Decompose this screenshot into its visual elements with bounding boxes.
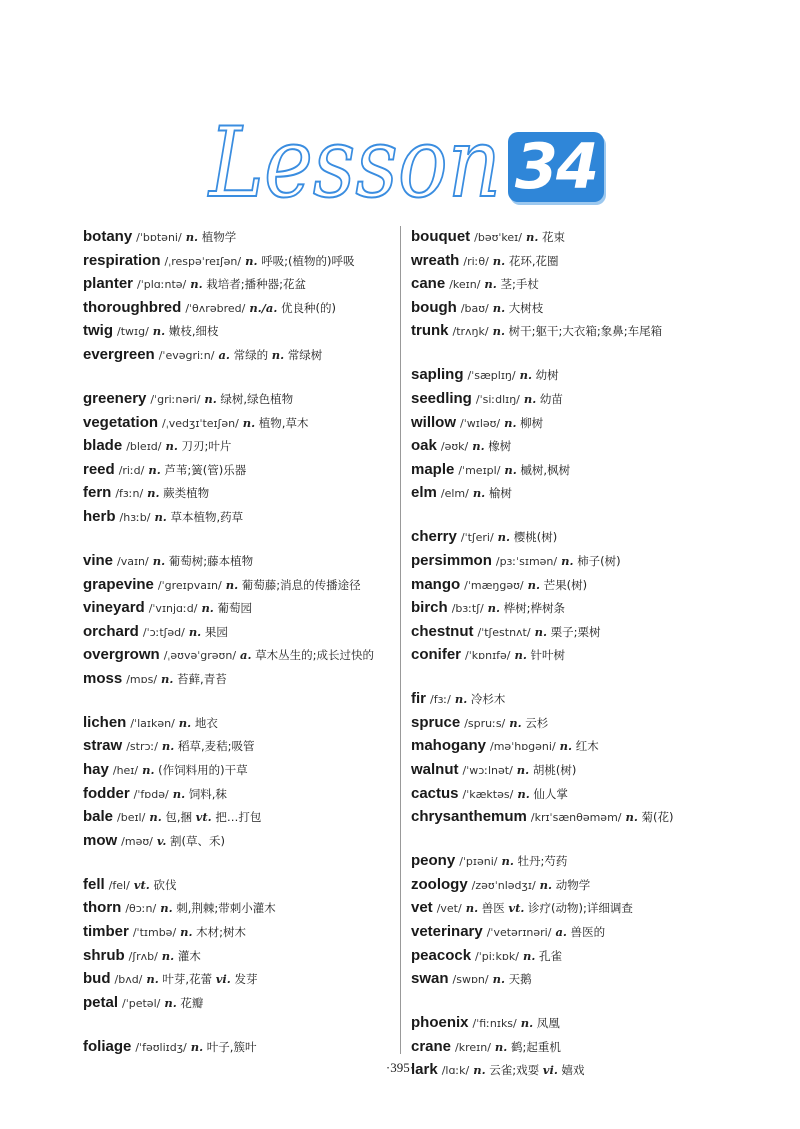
vocab-phonetic: /swɒn/ [452, 973, 489, 987]
vocab-entry [83, 830, 403, 854]
vocab-word: chrysanthemum [411, 808, 527, 826]
vocab-word: chestnut [411, 622, 474, 640]
vocab-word: oak [411, 437, 437, 455]
vocab-phonetic: /ˈɔːtʃəd/ [142, 625, 185, 639]
vocab-word: lark [411, 1061, 438, 1079]
vocab-definition: n. 桦树;桦树条 [487, 601, 566, 616]
vocab-word: walnut [411, 761, 459, 779]
vocab-definition: n. 呼吸;(植物的)呼吸 [245, 253, 355, 268]
page-number: ·395· [385, 1060, 415, 1075]
vocab-entry [411, 759, 791, 783]
vocab-entry [83, 506, 403, 530]
vocab-phonetic: /ˈtʃestnʌt/ [477, 625, 531, 639]
vocab-word: crane [411, 1037, 452, 1055]
vocab-entry [83, 806, 403, 830]
vocab-entry [83, 783, 403, 807]
vocab-entry [411, 621, 791, 645]
lesson-word-outline [205, 92, 505, 212]
lesson-title [205, 92, 625, 212]
vocab-word: spruce [411, 713, 461, 731]
vocab-word: shrub [83, 946, 125, 964]
vocab-phonetic: /ˈθʌrəbred/ [185, 301, 246, 315]
vocab-entry [411, 412, 791, 436]
vocab-phonetic: /θɔːn/ [125, 902, 157, 916]
vocab-word: overgrown [83, 646, 160, 664]
vocab-entry [83, 712, 403, 736]
vocab-word: orchard [83, 622, 139, 640]
vocab-word: swan [411, 970, 449, 988]
vocab-definition: n. 刺,荆棘;带刺小灌木 [160, 901, 276, 916]
vocab-word: elm [411, 484, 437, 502]
vocab-entry [83, 226, 403, 250]
vocab-phonetic: /bəʊˈkeɪ/ [474, 231, 522, 244]
vocab-word: vet [411, 899, 433, 917]
vocab-entry [83, 459, 403, 483]
vocab-entry [83, 874, 403, 898]
vocab-definition: n. 植物学 [185, 230, 237, 244]
vocab-definition: n. 大树枝 [492, 300, 544, 315]
vocab-phonetic: /məˈhɒgəni/ [490, 740, 556, 754]
vocab-phonetic: /mɒs/ [126, 672, 158, 686]
vocab-phonetic: /ˈmeɪpl/ [458, 463, 501, 477]
vocab-word: botany [83, 228, 133, 245]
vocab-definition: n. 动物学 [539, 877, 591, 892]
vocab-entry [411, 688, 791, 712]
vocab-entry [411, 459, 791, 483]
vocab-word: veterinary [411, 923, 483, 940]
vocab-definition: n. 嫩枝,细枝 [152, 324, 219, 339]
vocab-definition: n. 冷杉木 [454, 692, 506, 707]
vocab-phonetic: /bɜːtʃ/ [451, 602, 484, 616]
vocab-phonetic: /riːd/ [118, 463, 145, 477]
vocab-definition: n. 芒果(树) [527, 577, 588, 592]
vocab-entry [411, 482, 791, 506]
vocab-entry [83, 435, 403, 459]
vocab-phonetic: /ˌəʊvəˈgrəʊn/ [163, 649, 237, 663]
vocab-phonetic: /bleɪd/ [126, 440, 162, 454]
vocab-word: straw [83, 737, 123, 755]
vocab-definition: vt. 砍伐 [133, 877, 177, 892]
vocab-phonetic: /ˈwɪləʊ/ [460, 416, 501, 430]
vocab-phonetic: /ˈsæplɪŋ/ [467, 369, 516, 383]
vocab-entry [83, 574, 403, 598]
vocab-definition: n. 葡萄藤;消息的传播途径 [225, 577, 361, 592]
vocab-word: peony [411, 852, 456, 870]
vocab-word: herb [83, 507, 116, 525]
lesson-word [205, 92, 505, 212]
vocab-word: vineyard [83, 599, 145, 617]
vocab-phonetic: /vet/ [436, 902, 462, 916]
vocab-entry [411, 945, 791, 969]
vocab-phonetic: /ˈtʃeri/ [460, 531, 494, 545]
vocab-entry [83, 968, 403, 992]
lesson-word-text: Lesson [207, 107, 501, 212]
vocab-phonetic: /ʃrʌb/ [128, 949, 158, 963]
vocab-definition: n. 牡丹;芍药 [501, 854, 568, 869]
vocab-definition: n. 稻草,麦秸;吸管 [161, 739, 255, 754]
vocab-entry [83, 897, 403, 921]
vocab-word: vine [83, 551, 114, 569]
vocab-word: respiration [83, 251, 161, 269]
vocab-phonetic: /ˈplɑːntə/ [137, 278, 187, 292]
vocab-word: petal [83, 993, 119, 1011]
vocab-definition: n. 苔藓,青苔 [161, 671, 227, 686]
vocab-definition: n. 叶子,簇叶 [190, 1039, 257, 1054]
vocab-word: blade [83, 437, 123, 455]
vocab-word: reed [83, 460, 115, 478]
vocab-definition: n. 花束 [525, 230, 566, 244]
vocab-entry [83, 273, 403, 297]
vocab-word: wreath [411, 251, 460, 269]
vocab-entry [411, 297, 791, 321]
vocab-definition: n. (作饲料用的)干草 [142, 763, 248, 778]
vocab-phonetic: /ˈmæŋgəʊ/ [464, 578, 524, 592]
vocab-definition: n. 茎;手杖 [484, 277, 539, 292]
vocab-definition: n. 地衣 [178, 715, 218, 730]
vocab-phonetic: /vaɪn/ [117, 554, 149, 568]
vocab-entry [411, 850, 791, 874]
vocab-phonetic: /ˈpetəl/ [122, 996, 161, 1010]
vocab-entry [411, 921, 791, 945]
vocab-definition: n. 云杉 [509, 715, 549, 730]
vocab-phonetic: /keɪn/ [449, 278, 481, 292]
vocab-phonetic: /baʊ/ [460, 301, 489, 315]
vocab-phonetic: /ˈlaɪkən/ [130, 716, 175, 730]
vocab-definition: n. 榆树 [472, 486, 512, 501]
vocab-phonetic: /bʌd/ [114, 973, 143, 987]
vocab-definition: n. 花瓣 [164, 995, 204, 1010]
vocab-entry [411, 897, 791, 921]
vocab-definition: n. 葡萄树;藤本植物 [152, 553, 254, 568]
vocab-word: thoroughbred [83, 298, 182, 316]
vocab-phonetic: /ˈkɒnɪfə/ [465, 649, 511, 663]
vocab-definition: n. 红木 [559, 739, 599, 754]
vocab-definition: n. 蕨类植物 [147, 486, 210, 501]
vocab-definition: n. 针叶树 [514, 648, 566, 663]
vocab-definition: n. 菊(花) [625, 810, 674, 825]
vocab-phonetic: /hɜːb/ [119, 510, 151, 524]
vocab-entry [83, 921, 403, 945]
vocab-definition: a. 草木丛生的;成长过快的 [240, 648, 375, 663]
vocab-entry [83, 388, 403, 412]
vocab-definition: n. 植物,草木 [242, 415, 309, 430]
vocab-word: fir [411, 690, 426, 708]
vocab-word: sapling [411, 366, 464, 384]
vocab-definition: a. 常绿的 n. 常绿树 [218, 347, 323, 362]
vocab-word: persimmon [411, 551, 492, 569]
vocab-entry [411, 273, 791, 297]
vocab-word: cane [411, 275, 446, 293]
vocab-word: grapevine [83, 575, 154, 593]
vocab-word: fern [83, 484, 112, 502]
vocab-definition: n. 柿子(树) [561, 553, 621, 568]
vocab-entry [411, 874, 791, 898]
vocab-word: trunk [411, 322, 449, 340]
vocab-entry [411, 388, 791, 412]
vocab-word: bale [83, 808, 114, 826]
vocab-entry [83, 550, 403, 574]
vocab-definition: n. 草本植物,药草 [154, 509, 244, 524]
vocab-phonetic: /fɜː/ [430, 693, 451, 707]
vocab-definition: n. 孔雀 [522, 948, 562, 963]
vocab-entry [411, 250, 791, 274]
vocab-definition: n. 栽培者;播种器;花盆 [190, 277, 307, 292]
vocab-phonetic: /əʊk/ [440, 440, 469, 454]
vocab-definition: n. 饲料,秣 [172, 786, 227, 801]
vocab-definition: n. 柳树 [504, 415, 544, 430]
vocab-definition: n. 橡树 [472, 439, 512, 454]
vocab-phonetic: /məʊ/ [121, 834, 153, 848]
vocab-definition: n. 木材;树木 [180, 925, 247, 939]
vocab-definition: n. 仙人掌 [517, 786, 568, 801]
vocab-word: timber [83, 923, 129, 940]
vocab-phonetic: /ˈpiːkɒk/ [475, 949, 519, 963]
vocab-entry [83, 320, 403, 344]
vocab-definition: n. 幼树 [519, 368, 559, 383]
vocab-word: fell [83, 875, 105, 893]
lesson-number-badge: 34 [508, 132, 604, 202]
vocab-word: cherry [411, 528, 457, 546]
vocab-word: thorn [83, 899, 122, 917]
vocab-phonetic: /ˈfiːnɪks/ [472, 1017, 517, 1031]
vocab-phonetic: /heɪ/ [112, 764, 139, 778]
vocab-entry [411, 364, 791, 388]
vocab-entry [83, 668, 403, 692]
vocab-definition: a. 兽医的 [555, 925, 606, 939]
vocab-entry [411, 735, 791, 759]
vocab-phonetic: /riːθ/ [463, 254, 489, 268]
vocab-phonetic: /pɜːˈsɪmən/ [495, 554, 558, 568]
vocab-entry [411, 597, 791, 621]
vocab-word: mahogany [411, 737, 487, 755]
vocab-definition: n. 花环,花圈 [492, 253, 559, 268]
vocab-phonetic: /krɪˈsænθəməm/ [530, 811, 622, 825]
vocab-phonetic: /ˈvɪnjɑːd/ [148, 602, 198, 616]
vocab-entry [83, 297, 403, 321]
vocab-entry [83, 621, 403, 645]
vocab-phonetic: /fɜːn/ [115, 487, 144, 501]
vocab-definition: n. 云雀;戏耍 vi. 嬉戏 [473, 1063, 585, 1078]
vocab-word: bud [83, 970, 111, 988]
vocab-entry [411, 526, 791, 550]
vocab-phonetic: /spruːs/ [464, 716, 506, 730]
vocab-phonetic: /elm/ [440, 487, 469, 501]
vocab-phonetic: /fel/ [108, 878, 130, 892]
vocab-entry [411, 435, 791, 459]
vocab-word: seedling [411, 389, 472, 407]
vocab-entry [411, 1036, 791, 1060]
vocab-definition: n. 槭树,枫树 [504, 462, 571, 477]
vocab-phonetic: /ˈfəʊliɪdʒ/ [135, 1040, 187, 1054]
vocab-definition: n. 胡桃(树) [516, 763, 577, 778]
vocab-word: twig [83, 322, 113, 340]
vocab-definition: n. 绿树,绿色植物 [204, 391, 294, 406]
vocab-entry [83, 735, 403, 759]
vocab-entry [411, 968, 791, 992]
vocab-entry [83, 344, 403, 368]
vocab-definition: n. 果园 [188, 624, 228, 639]
vocab-phonetic: /ˌrespəˈreɪʃən/ [164, 254, 242, 268]
vocab-entry [83, 644, 398, 668]
vocab-phonetic: /kreɪn/ [455, 1040, 491, 1054]
vocab-word: vegetation [83, 413, 159, 431]
vocab-entry [411, 550, 791, 574]
vocab-word: evergreen [83, 345, 155, 363]
vocab-phonetic: /ˈtɪmbə/ [132, 926, 177, 939]
vocab-phonetic: /ˈgriːnəri/ [150, 392, 201, 406]
vocab-definition: n. 幼苗 [523, 391, 563, 406]
vocab-definition: n. 天鹅 [492, 972, 532, 987]
vocab-definition: n. 芦苇;簧(管)乐器 [148, 462, 247, 477]
vocab-word: peacock [411, 946, 472, 964]
vocab-definition: n./a. 优良种(的) [249, 300, 336, 315]
vocab-definition: n. 叶芽,花蕾 vi. 发芽 [146, 972, 258, 987]
vocab-definition: n. 树干;躯干;大衣箱;象鼻;车尾箱 [492, 324, 663, 339]
vocab-word: lichen [83, 713, 127, 731]
vocab-definition: n. 灌木 [161, 948, 201, 963]
vocab-entry [411, 226, 791, 250]
vocab-word: moss [83, 669, 123, 687]
vocab-word: mango [411, 575, 461, 593]
vocab-phonetic: /ˌvedʒɪˈteɪʃən/ [162, 416, 239, 430]
vocab-word: fodder [83, 784, 130, 802]
vocab-phonetic: /lɑːk/ [441, 1064, 470, 1078]
vocab-phonetic: /ˈgreɪpvaɪn/ [157, 578, 222, 592]
vocab-word: planter [83, 275, 134, 293]
vocab-word: phoenix [411, 1014, 469, 1032]
vocab-word: birch [411, 599, 448, 617]
vocab-word: zoology [411, 875, 468, 893]
vocab-entry [83, 992, 403, 1016]
vocab-phonetic: /ˈvetərɪnəri/ [486, 926, 552, 939]
vocab-phonetic: /ˈpɪəni/ [459, 855, 498, 869]
vocab-definition: n. 兽医 vt. 诊疗(动物);详细调查 [465, 901, 633, 916]
vocab-word: maple [411, 460, 455, 478]
vocab-entry [411, 320, 791, 344]
vocab-word: foliage [83, 1037, 132, 1055]
vocab-word: mow [83, 831, 118, 849]
vocab-phonetic: /ˈkæktəs/ [462, 787, 514, 801]
vocab-entry [411, 806, 791, 830]
vocab-entry [83, 482, 403, 506]
vocab-phonetic: /trʌŋk/ [452, 325, 489, 339]
vocab-word: bouquet [411, 228, 471, 245]
left-word-column [83, 226, 403, 1059]
vocab-entry [83, 1036, 403, 1060]
vocab-entry [411, 783, 791, 807]
vocab-phonetic: /ˈsiːdlɪŋ/ [475, 392, 520, 406]
vocab-entry [411, 712, 791, 736]
vocab-word: cactus [411, 784, 459, 802]
vocab-phonetic: /zəʊˈnlədʒɪ/ [471, 878, 536, 892]
vocab-phonetic: /ˈwɔːlnət/ [462, 764, 513, 778]
vocab-phonetic: /beɪl/ [117, 811, 146, 825]
vocab-phonetic: /ˈevəgriːn/ [158, 348, 215, 362]
vocab-definition: v. 割(草、禾) [156, 833, 226, 848]
vocab-word: hay [83, 761, 109, 779]
vocab-entry [83, 250, 403, 274]
vocab-definition: n. 栗子;栗树 [534, 624, 601, 639]
vocab-entry [411, 1012, 791, 1036]
vocab-definition: n. 樱桃(树) [497, 530, 558, 545]
vocab-word: willow [411, 413, 456, 431]
right-word-column [411, 226, 791, 1083]
vocab-definition: n. 葡萄园 [201, 601, 252, 616]
vocab-entry [411, 644, 791, 668]
vocab-entry [83, 759, 403, 783]
vocab-entry [83, 412, 403, 436]
vocab-definition: n. 刀刃;叶片 [165, 439, 232, 454]
vocab-phonetic: /ˈfɒdə/ [133, 787, 169, 801]
vocab-definition: n. 包,捆 vt. 把…打包 [149, 810, 262, 825]
vocab-phonetic: /ˈbɒtəni/ [136, 231, 182, 244]
vocab-phonetic: /strɔː/ [126, 740, 158, 754]
vocab-entry [83, 597, 403, 621]
vocab-definition: n. 鹤;起重机 [494, 1039, 561, 1054]
vocab-definition: n. 凤凰 [520, 1016, 560, 1031]
vocab-word: conifer [411, 646, 462, 664]
vocab-entry [83, 945, 403, 969]
vocab-entry [411, 574, 791, 598]
vocab-word: greenery [83, 389, 147, 407]
vocab-phonetic: /twɪg/ [117, 325, 149, 339]
vocab-word: bough [411, 298, 457, 316]
